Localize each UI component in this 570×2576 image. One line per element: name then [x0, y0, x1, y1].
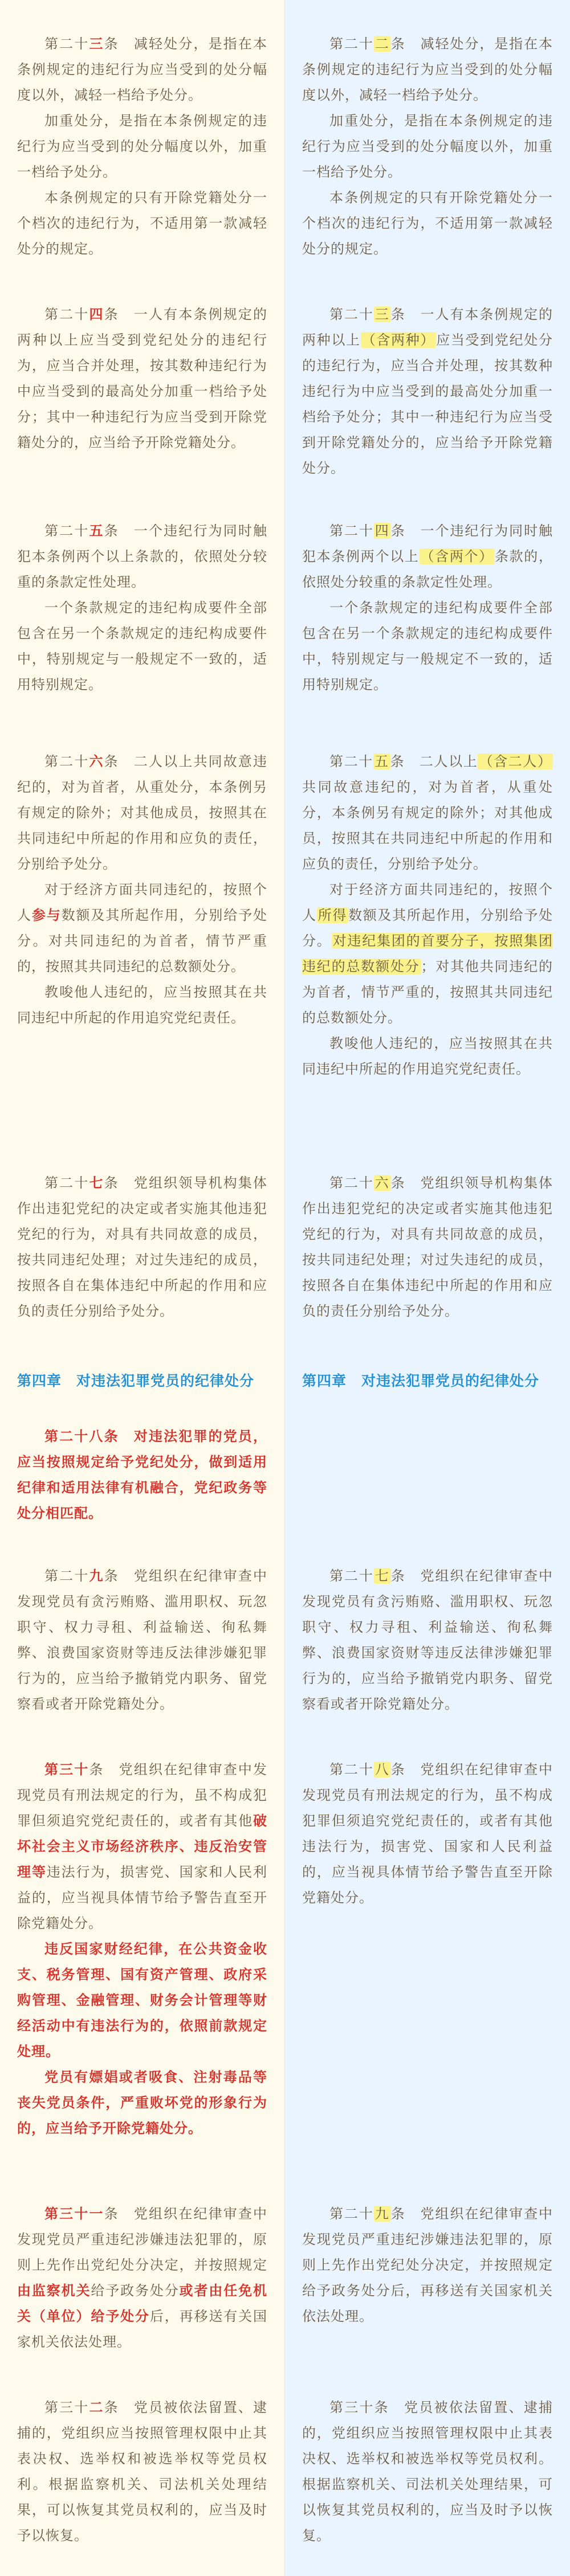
- right-a26-p1: 第二十六条 党组织领导机构集体作出违犯党纪的决定或者实施其他违犯党纪的行为，对具有共同故意的成员，按共同违纪处理；对过失违纪的成员，按照各自在集体违纪中所起的作用和应负的责任分别给予处分。: [302, 1175, 553, 1319]
- left-chapter-4-heading: 第四章 对违法犯罪党员的纪律处分: [17, 1373, 255, 1389]
- changed-number-highlight: 八: [374, 1762, 390, 1778]
- right-article-23: [302, 302, 553, 481]
- right-a24-p1: 第二十四条 一个违纪行为同时触犯本条例两个以上（含两个）条款的，依照处分较重的条款定性处理。: [302, 523, 553, 590]
- removed-text-highlight: （含两个）: [420, 548, 494, 564]
- changed-number-highlight: 九: [374, 2206, 390, 2222]
- added-text: 参与: [31, 907, 62, 923]
- left-a28-p1: 第二十八条 对违法犯罪的党员，应当按照规定给予党纪处分，做到适用纪律和适用法律有机融合，党纪政务等处分相匹配。: [17, 1428, 267, 1521]
- left-article-28-new: [17, 1424, 267, 1526]
- left-article-31: [17, 2201, 267, 2355]
- right-a30-p1: 第三十条 党员被依法留置、逮捕的，党组织应当按照管理权限中止其表决权、选举权和被选举权等党员权利。根据监察机关、司法机关处理结果，可以恢复其党员权利的，应当及时予以恢复。: [302, 2399, 553, 2544]
- right-article-24: [302, 518, 553, 698]
- changed-number-highlight: 三: [374, 306, 390, 322]
- changed-number-highlight: 二: [374, 36, 390, 52]
- right-a22-p1: 第二十二条 减轻处分，是指在本条例规定的违纪行为应当受到的处分幅度以外，减轻一档给予处分。: [302, 36, 553, 103]
- removed-text-highlight: 对违纪集团的首要分子，按照集团违纪的总数额处分: [302, 933, 553, 974]
- changed-number: 第三十: [44, 1762, 89, 1778]
- changed-number-highlight: 七: [374, 1568, 390, 1584]
- changed-number: 三: [89, 36, 104, 52]
- changed-number-highlight: 五: [374, 753, 389, 769]
- removed-text-highlight: （含二人）: [479, 753, 552, 769]
- left-a23-p1: 第二十三条 减轻处分，是指在本条例规定的违纪行为应当受到的处分幅度以外，减轻一档给予处分。: [17, 36, 268, 103]
- right-a25-p3: 教唆他人违纪的，应当按照其在共同违纪中所起的作用追究党纪责任。: [302, 1035, 553, 1077]
- right-article-28: [302, 1757, 553, 1911]
- left-a26-p1: 第二十六条 二人以上共同故意违纪的，对为首者，从重处分，本条例另有规定的除外；对其他成员，按照其在共同违纪中所起的作用和应负的责任，分别给予处分。: [17, 753, 268, 872]
- changed-number: 七: [89, 1175, 104, 1191]
- changed-number: 六: [89, 753, 104, 769]
- right-a25-p1: 第二十五条 二人以上（含二人）共同故意违纪的，对为首者，从重处分，本条例另有规定的除外；对其他成员，按照其在共同违纪中所起的作用和应负的责任，分别给予处分。: [302, 753, 553, 872]
- original-text-column: [285, 0, 570, 2576]
- added-text: 或者由任免机关（单位）给予处分: [17, 2283, 267, 2324]
- added-text: 由监察机关: [17, 2283, 91, 2299]
- changed-number: 五: [89, 523, 104, 539]
- left-a30-p2: 违反国家财经纪律，在公共资金收支、税务管理、国有资产管理、政府采购管理、金融管理、财务会计管理等财经活动中有违法行为的，依照前款规定处理。: [17, 1941, 267, 2059]
- left-a24-p1: 第二十四条 一人有本条例规定的两种以上应当受到党纪处分的违纪行为，应当合并处理，按其数种违纪行为中应当受到的最高处分加重一档给予处分；其中一种违纪行为应当受到开除党籍处分的，应当给予开除党籍处分。: [17, 306, 268, 451]
- removed-text-highlight: 所得: [317, 907, 348, 923]
- right-a22-p3: 本条例规定的只有开除党籍处分一个档次的违纪行为，不适用第一款减轻处分的规定。: [302, 190, 553, 257]
- right-a28-p1: 第二十八条 党组织在纪律审查中发现党员有刑法规定的行为，虽不构成犯罪但须追究党纪责任的，或者有其他违法行为，损害党、国家和人民利益的，应当视具体情节给予警告直至开除党籍处分。: [302, 1762, 553, 1906]
- changed-number: 四: [89, 306, 104, 322]
- right-article-30: [302, 2395, 553, 2549]
- left-a27-p1: 第二十七条 党组织领导机构集体作出违犯党纪的决定或者实施其他违犯党纪的行为，对具有共同故意的成员，按共同违纪处理；对过失违纪的成员，按照各自在集体违纪中所起的作用和应负的责任分别给予处分。: [17, 1175, 268, 1319]
- left-article-29: [17, 1563, 267, 1717]
- left-a31-p1: 第三十一条 党组织在纪律审查中发现党员严重违纪涉嫌违法犯罪的，原则上先作出党纪处分决定，并按照规定由监察机关给予政务处分或者由任免机关（单位）给予处分后，再移送有关国家机关依法处理。: [17, 2206, 268, 2350]
- right-a23-p1: 第二十三条 一人有本条例规定的两种以上（含两种）应当受到党纪处分的违纪行为，应当合并处理，按其数种违纪行为中应当受到的最高处分加重一档给予处分；其中一种违纪行为应当受到开除党籍处分的，应当给予开除党籍处分。: [302, 306, 553, 476]
- right-article-27: [302, 1563, 553, 1717]
- right-article-29: [302, 2201, 553, 2329]
- left-a25-p2: 一个条款规定的违纪构成要件全部包含在另一个条款规定的违纪构成要件中，特别规定与一般规定不一致的，适用特别规定。: [17, 600, 267, 693]
- right-article-26: [302, 1170, 553, 1324]
- left-a25-p1: 第二十五条 一个违纪行为同时触犯本条例两个以上条款的，依照处分较重的条款定性处理。: [17, 523, 268, 590]
- right-a22-p2: 加重处分，是指在本条例规定的违纪行为应当受到的处分幅度以外，加重一档给予处分。: [302, 113, 553, 180]
- left-a23-p2: 加重处分，是指在本条例规定的违纪行为应当受到的处分幅度以外，加重一档给予处分。: [17, 113, 267, 180]
- left-article-25: [17, 518, 267, 698]
- left-article-30: [17, 1757, 267, 2141]
- left-a30-p1: 第三十条 党组织在纪律审查中发现党员有刑法规定的行为，虽不构成犯罪但须追究党纪责任的，或者有其他破坏社会主义市场经济秩序、违反治安管理等违法行为，损害党、国家和人民利益的，应当视具体情节给予警告直至开除党籍处分。: [17, 1762, 268, 1931]
- right-a25-p2: 对于经济方面共同违纪的，按照个人所得数额及其所起作用，分别给予处分。对违纪集团的首要分子，按照集团违纪的总数额处分；对其他共同违纪的为首者，情节严重的，按照其共同违纪的总数额处分。: [302, 882, 553, 1026]
- right-chapter-4-heading: 第四章 对违法犯罪党员的纪律处分: [302, 1373, 540, 1389]
- changed-number: 第三十: [44, 2206, 89, 2222]
- left-a26-p2: 对于经济方面共同违纪的，按照个人参与数额及其所起作用，分别给予处分。对共同违纪的为首者，情节严重的，按照其共同违纪的总数额处分。: [17, 882, 267, 974]
- left-article-32: [17, 2395, 267, 2549]
- changed-number-highlight: 四: [374, 523, 390, 539]
- right-a24-p2: 一个条款规定的违纪构成要件全部包含在另一个条款规定的违纪构成要件中，特别规定与一般规定不一致的，适用特别规定。: [302, 600, 553, 693]
- right-a27-p1: 第二十七条 党组织在纪律审查中发现党员有贪污贿赂、滥用职权、玩忽职守、权力寻租、利益输送、徇私舞弊、浪费国家资财等违反法律涉嫌犯罪行为的，应当给予撤销党内职务、留党察看或者开除党籍处分。: [302, 1568, 553, 1712]
- left-a30-p3: 党员有嫖娼或者吸食、注射毒品等丧失党员条件，严重败坏党的形象行为的，应当给予开除党籍处分。: [17, 2069, 267, 2136]
- left-article-24: [17, 302, 267, 456]
- left-a29-p1: 第二十九条 党组织在纪律审查中发现党员有贪污贿赂、滥用职权、玩忽职守、权力寻租、利益输送、徇私舞弊、浪费国家资财等违反法律涉嫌犯罪行为的，应当给予撤销党内职务、留党察看或者开除党籍处分。: [17, 1568, 268, 1712]
- left-article-27: [17, 1170, 267, 1324]
- left-article-26: [17, 749, 267, 1031]
- added-text: 破坏社会主义市场经济秩序、违反治安管理等: [17, 1813, 267, 1880]
- left-a23-p3: 本条例规定的只有开除党籍处分一个档次的违纪行为，不适用第一款减轻处分的规定。: [17, 190, 267, 257]
- left-a26-p3: 教唆他人违纪的，应当按照其在共同违纪中所起的作用追究党纪责任。: [17, 984, 267, 1026]
- left-a32-p1: 第三十二条 党员被依法留置、逮捕的，党组织应当按照管理权限中止其表决权、选举权和被选举权等党员权利。根据监察机关、司法机关处理结果，可以恢复其党员权利的，应当及时予以恢复。: [17, 2399, 268, 2544]
- left-article-23: [17, 31, 267, 262]
- changed-number: 二: [89, 2399, 104, 2415]
- right-article-25: [302, 749, 553, 1082]
- right-a29-p1: 第二十九条 党组织在纪律审查中发现党员严重违纪涉嫌违法犯罪的，原则上先作出党纪处分决定，并按照规定给予政务处分后，再移送有关国家机关依法处理。: [302, 2206, 553, 2324]
- changed-number-highlight: 六: [374, 1175, 390, 1191]
- changed-number: 九: [89, 1568, 104, 1584]
- removed-text-highlight: （含两种）: [361, 332, 435, 348]
- right-article-22: [302, 31, 553, 262]
